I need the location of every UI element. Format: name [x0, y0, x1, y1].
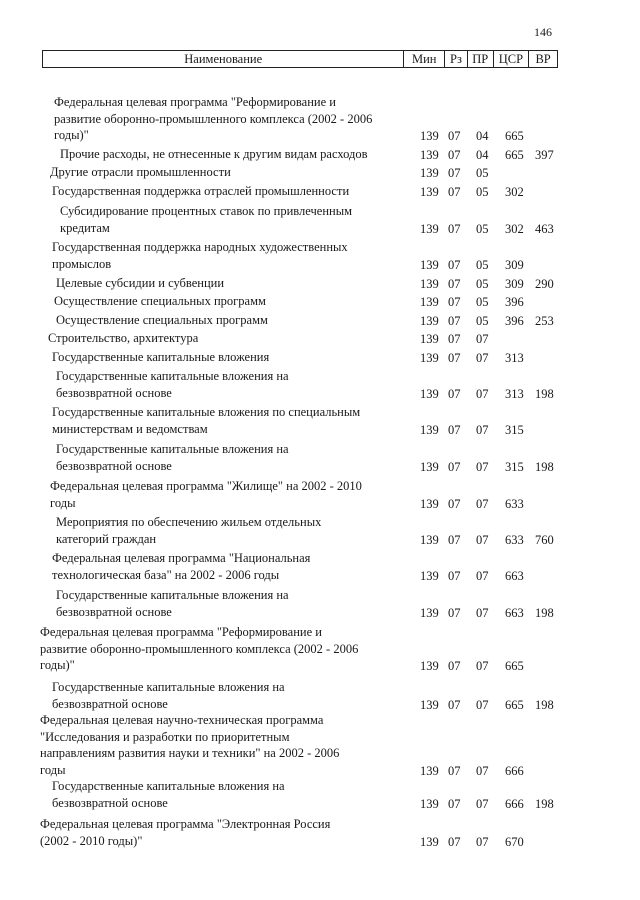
code-vr: 397 [535, 148, 554, 162]
code-pr: 05 [476, 314, 489, 328]
row-description: Целевые субсидии и субвенции [56, 276, 225, 290]
row-description: Другие отрасли промышленности [50, 165, 231, 179]
row-description: Осуществление специальных программ [54, 294, 266, 308]
code-csr: 396 [505, 295, 524, 309]
code-min: 139 [420, 659, 439, 673]
code-csr: 663 [505, 569, 524, 583]
code-min: 139 [420, 606, 439, 620]
code-pr: 05 [476, 277, 489, 291]
table-header [42, 50, 558, 68]
header-vr: ВР [528, 51, 557, 67]
row-description: Осуществление специальных программ [56, 313, 268, 327]
code-vr: 198 [535, 797, 554, 811]
code-pr: 07 [476, 497, 489, 511]
row-description: Федеральная целевая программа "Электронная Россия (2002 - 2010 годы)" [40, 817, 331, 848]
code-rz: 07 [448, 129, 461, 143]
header-min: Мин [403, 51, 444, 67]
code-csr: 666 [505, 764, 524, 778]
code-min: 139 [420, 569, 439, 583]
code-vr: 463 [535, 222, 554, 236]
code-pr: 04 [476, 148, 489, 162]
code-rz: 07 [448, 148, 461, 162]
code-rz: 07 [448, 387, 461, 401]
row-description: Государственные капитальные вложения на безвозвратной основе [56, 588, 289, 619]
code-csr: 665 [505, 129, 524, 143]
code-rz: 07 [448, 797, 461, 811]
code-min: 139 [420, 148, 439, 162]
code-min: 139 [420, 295, 439, 309]
code-min: 139 [420, 351, 439, 365]
code-csr: 309 [505, 277, 524, 291]
code-rz: 07 [448, 314, 461, 328]
code-csr: 302 [505, 185, 524, 199]
code-rz: 07 [448, 277, 461, 291]
code-pr: 07 [476, 569, 489, 583]
row-description: Федеральная целевая программа "Реформирование и развитие оборонно-промышленного комплекса (2002 - 2006 годы)" [54, 95, 373, 142]
code-pr: 07 [476, 460, 489, 474]
code-vr: 253 [535, 314, 554, 328]
code-vr: 290 [535, 277, 554, 291]
code-vr: 760 [535, 533, 554, 547]
code-rz: 07 [448, 698, 461, 712]
code-csr: 396 [505, 314, 524, 328]
code-rz: 07 [448, 659, 461, 673]
row-description: Федеральная целевая программа "Жилище" на 2002 - 2010 годы [50, 479, 362, 510]
code-pr: 07 [476, 659, 489, 673]
code-min: 139 [420, 698, 439, 712]
row-description: Федеральная целевая программа "Национальная технологическая база" на 2002 - 2006 годы [52, 551, 311, 582]
row-description: Государственные капитальные вложения по специальным министерствам и ведомствам [52, 405, 361, 436]
row-description: Строительство, архитектура [48, 331, 199, 345]
code-min: 139 [420, 497, 439, 511]
code-csr: 313 [505, 387, 524, 401]
row-description: Прочие расходы, не отнесенные к другим видам расходов [60, 147, 368, 161]
code-rz: 07 [448, 497, 461, 511]
code-pr: 05 [476, 222, 489, 236]
code-rz: 07 [448, 606, 461, 620]
code-pr: 07 [476, 533, 489, 547]
code-pr: 07 [476, 351, 489, 365]
row-description: Государственная поддержка отраслей промышленности [52, 184, 350, 198]
row-description: Государственные капитальные вложения на безвозвратной основе [52, 680, 285, 711]
code-min: 139 [420, 166, 439, 180]
code-min: 139 [420, 764, 439, 778]
row-description: Государственная поддержка народных художественных промыслов [52, 240, 348, 271]
code-csr: 633 [505, 533, 524, 547]
code-pr: 07 [476, 423, 489, 437]
code-pr: 05 [476, 166, 489, 180]
header-csr: ЦСР [493, 51, 529, 67]
header-name: Наименование [184, 52, 263, 66]
code-csr: 633 [505, 497, 524, 511]
row-description: Федеральная целевая программа "Реформирование и развитие оборонно-промышленного комплекса (2002 - 2006 годы)" [40, 625, 359, 672]
row-description: Субсидирование процентных ставок по привлеченным кредитам [60, 204, 353, 235]
code-min: 139 [420, 314, 439, 328]
code-csr: 313 [505, 351, 524, 365]
code-pr: 07 [476, 764, 489, 778]
code-pr: 05 [476, 185, 489, 199]
code-rz: 07 [448, 185, 461, 199]
code-min: 139 [420, 258, 439, 272]
code-csr: 665 [505, 659, 524, 673]
code-min: 139 [420, 185, 439, 199]
code-min: 139 [420, 387, 439, 401]
code-csr: 315 [505, 460, 524, 474]
code-min: 139 [420, 835, 439, 849]
code-rz: 07 [448, 533, 461, 547]
code-min: 139 [420, 460, 439, 474]
header-rz: Рз [444, 51, 467, 67]
code-csr: 666 [505, 797, 524, 811]
code-vr: 198 [535, 606, 554, 620]
code-min: 139 [420, 277, 439, 291]
code-pr: 07 [476, 332, 489, 346]
code-rz: 07 [448, 569, 461, 583]
code-rz: 07 [448, 764, 461, 778]
code-min: 139 [420, 332, 439, 346]
code-rz: 07 [448, 423, 461, 437]
row-description: Государственные капитальные вложения на безвозвратной основе [56, 442, 289, 473]
code-pr: 05 [476, 258, 489, 272]
code-csr: 665 [505, 698, 524, 712]
code-rz: 07 [448, 166, 461, 180]
code-rz: 07 [448, 258, 461, 272]
code-min: 139 [420, 423, 439, 437]
row-description: Федеральная целевая научно-техническая программа "Исследования и разработки по приоритетным направлениям развития науки и техники" на 2002 - 2006 годы [40, 713, 340, 777]
code-rz: 07 [448, 332, 461, 346]
code-csr: 309 [505, 258, 524, 272]
code-csr: 665 [505, 148, 524, 162]
code-pr: 07 [476, 387, 489, 401]
code-pr: 07 [476, 698, 489, 712]
code-pr: 07 [476, 606, 489, 620]
code-rz: 07 [448, 460, 461, 474]
row-description: Государственные капитальные вложения на безвозвратной основе [52, 779, 285, 810]
code-min: 139 [420, 797, 439, 811]
code-rz: 07 [448, 295, 461, 309]
code-rz: 07 [448, 351, 461, 365]
code-rz: 07 [448, 835, 461, 849]
code-pr: 04 [476, 129, 489, 143]
code-min: 139 [420, 222, 439, 236]
code-min: 139 [420, 533, 439, 547]
code-rz: 07 [448, 222, 461, 236]
page-number: 146 [534, 25, 552, 39]
code-csr: 302 [505, 222, 524, 236]
code-csr: 663 [505, 606, 524, 620]
code-csr: 315 [505, 423, 524, 437]
code-pr: 05 [476, 295, 489, 309]
code-vr: 198 [535, 698, 554, 712]
row-description: Государственные капитальные вложения [52, 350, 270, 364]
code-pr: 07 [476, 797, 489, 811]
code-pr: 07 [476, 835, 489, 849]
row-description: Мероприятия по обеспечению жильем отдельных категорий граждан [56, 515, 322, 546]
code-vr: 198 [535, 387, 554, 401]
code-csr: 670 [505, 835, 524, 849]
header-pr: ПР [467, 51, 493, 67]
code-min: 139 [420, 129, 439, 143]
row-description: Государственные капитальные вложения на безвозвратной основе [56, 369, 289, 400]
code-vr: 198 [535, 460, 554, 474]
